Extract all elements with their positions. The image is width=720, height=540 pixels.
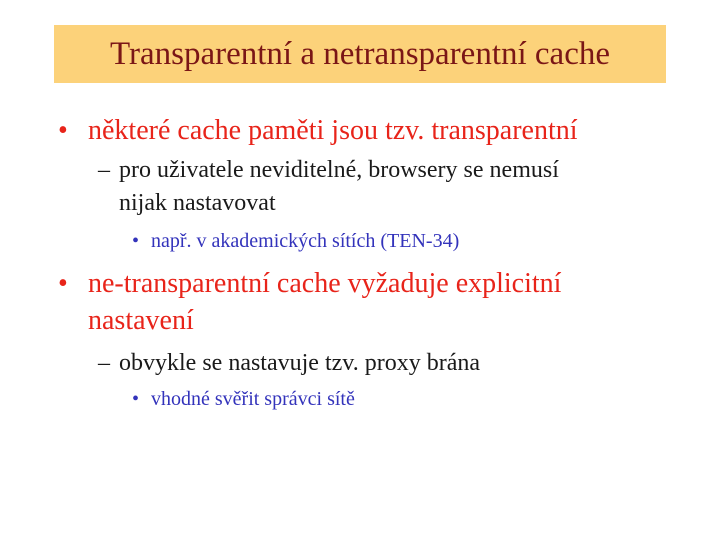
- slide-title-box: [54, 25, 666, 83]
- bullet-text: nastavení: [88, 305, 194, 336]
- sub-sub-bullet-marker: •: [132, 230, 140, 252]
- sub-bullet-text: pro uživatele neviditelné, browsery se nemusí: [119, 157, 559, 183]
- sub-sub-bullet-text: vhodné svěřit správci sítě: [151, 388, 355, 410]
- bullet-text: některé cache paměti jsou tzv. transparentní: [88, 115, 578, 146]
- sub-bullet-marker: –: [98, 350, 110, 376]
- sub-sub-bullet-text: např. v akademických sítích (TEN-34): [151, 230, 460, 252]
- sub-bullet-text: nijak nastavovat: [119, 190, 276, 216]
- sub-bullet-marker: –: [98, 157, 110, 183]
- slide-title: Transparentní a netransparentní cache: [110, 35, 610, 72]
- bullet-marker: •: [58, 115, 68, 146]
- sub-sub-bullet-marker: •: [132, 388, 140, 410]
- bullet-text: ne-transparentní cache vyžaduje explicitní: [88, 268, 562, 299]
- bullet-marker: •: [58, 268, 68, 299]
- sub-bullet-text: obvykle se nastavuje tzv. proxy brána: [119, 350, 480, 376]
